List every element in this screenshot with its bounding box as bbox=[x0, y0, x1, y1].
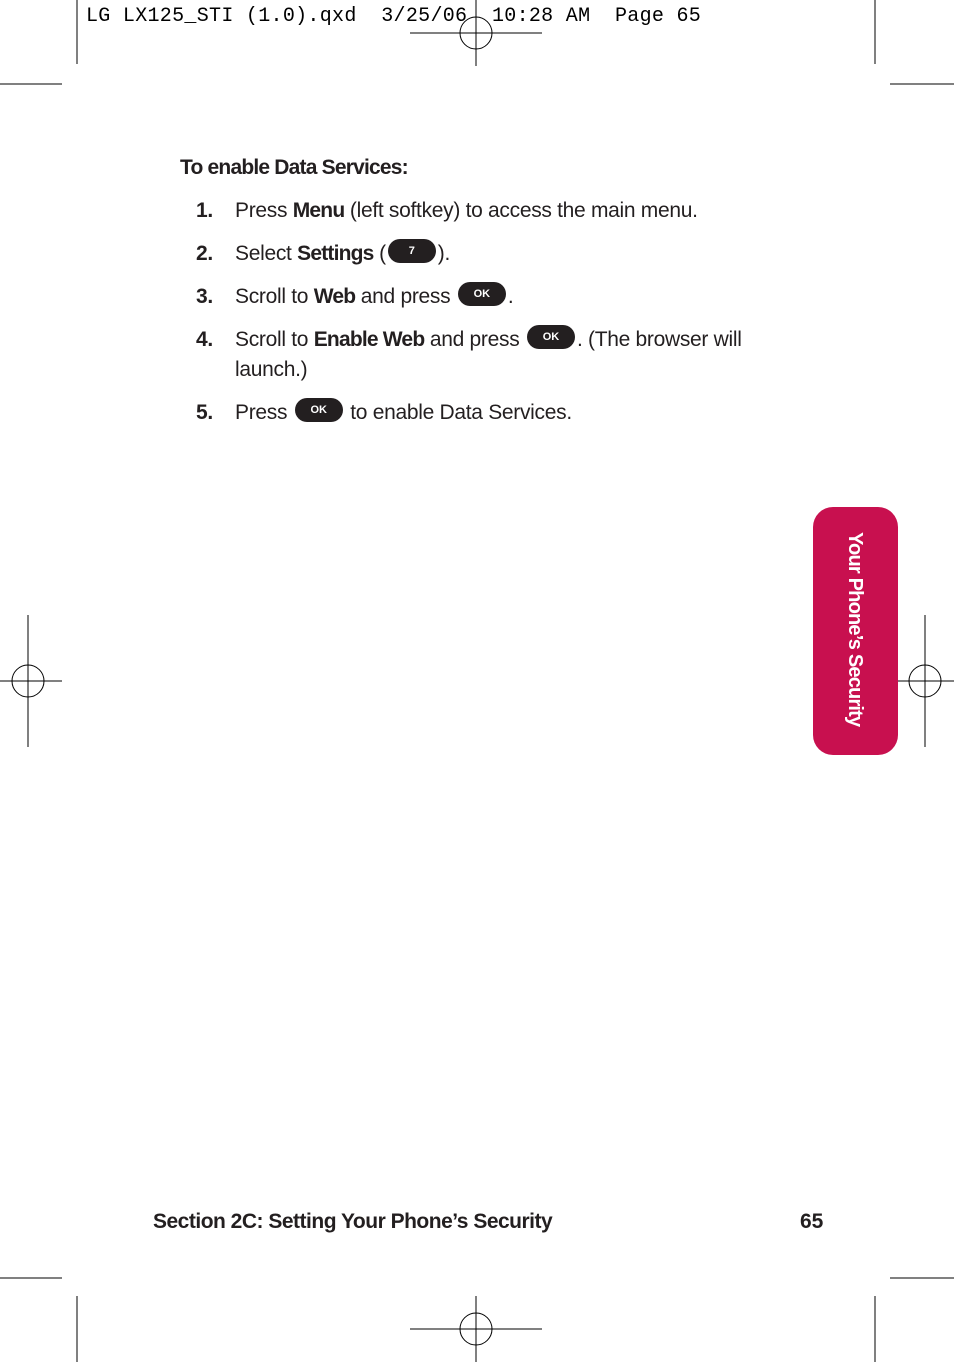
step-text: . (The browser will launch.) bbox=[235, 328, 742, 381]
step-text: Scroll to bbox=[235, 285, 314, 308]
ok-key-icon: OK bbox=[458, 282, 506, 306]
step-text: (left softkey) to access the main menu. bbox=[344, 199, 698, 222]
step-text: Press bbox=[235, 199, 293, 222]
section-side-tab-label: Your Phone’s Security bbox=[844, 532, 866, 727]
page-number: 65 bbox=[800, 1210, 824, 1233]
step-text: to enable Data Services. bbox=[344, 401, 572, 424]
key-7-icon: 7 bbox=[388, 239, 436, 263]
step-text: Scroll to bbox=[235, 328, 314, 351]
step-text: and press bbox=[355, 285, 456, 308]
step-text: ( bbox=[373, 242, 386, 265]
step-number: 1. bbox=[196, 199, 213, 222]
step-2 bbox=[196, 239, 796, 269]
ok-key-icon: OK bbox=[295, 398, 343, 422]
step-4 bbox=[196, 325, 796, 385]
step-bold-term: Enable Web bbox=[313, 328, 425, 351]
instructions-heading: To enable Data Services: bbox=[180, 156, 408, 179]
step-text: . bbox=[507, 285, 514, 308]
step-bold-term: Web bbox=[313, 285, 356, 308]
step-text: Press bbox=[235, 401, 293, 424]
step-number: 5. bbox=[196, 401, 213, 424]
step-text: ). bbox=[437, 242, 451, 265]
step-5 bbox=[196, 398, 796, 428]
step-number: 3. bbox=[196, 285, 213, 308]
step-text: and press bbox=[424, 328, 525, 351]
step-3 bbox=[196, 282, 796, 312]
step-bold-term: Settings bbox=[297, 242, 374, 265]
step-number: 2. bbox=[196, 242, 213, 265]
step-number: 4. bbox=[196, 328, 213, 351]
footer-section-title: Section 2C: Setting Your Phone’s Security bbox=[153, 1210, 553, 1233]
step-text: Select bbox=[235, 242, 298, 265]
instruction-steps bbox=[196, 196, 796, 441]
step-1 bbox=[196, 196, 796, 226]
file-slug-line: LG LX125_STI (1.0).qxd 3/25/06 10:28 AM Page 65 bbox=[86, 5, 702, 28]
step-bold-term: Menu bbox=[292, 199, 345, 222]
ok-key-icon: OK bbox=[527, 325, 575, 349]
